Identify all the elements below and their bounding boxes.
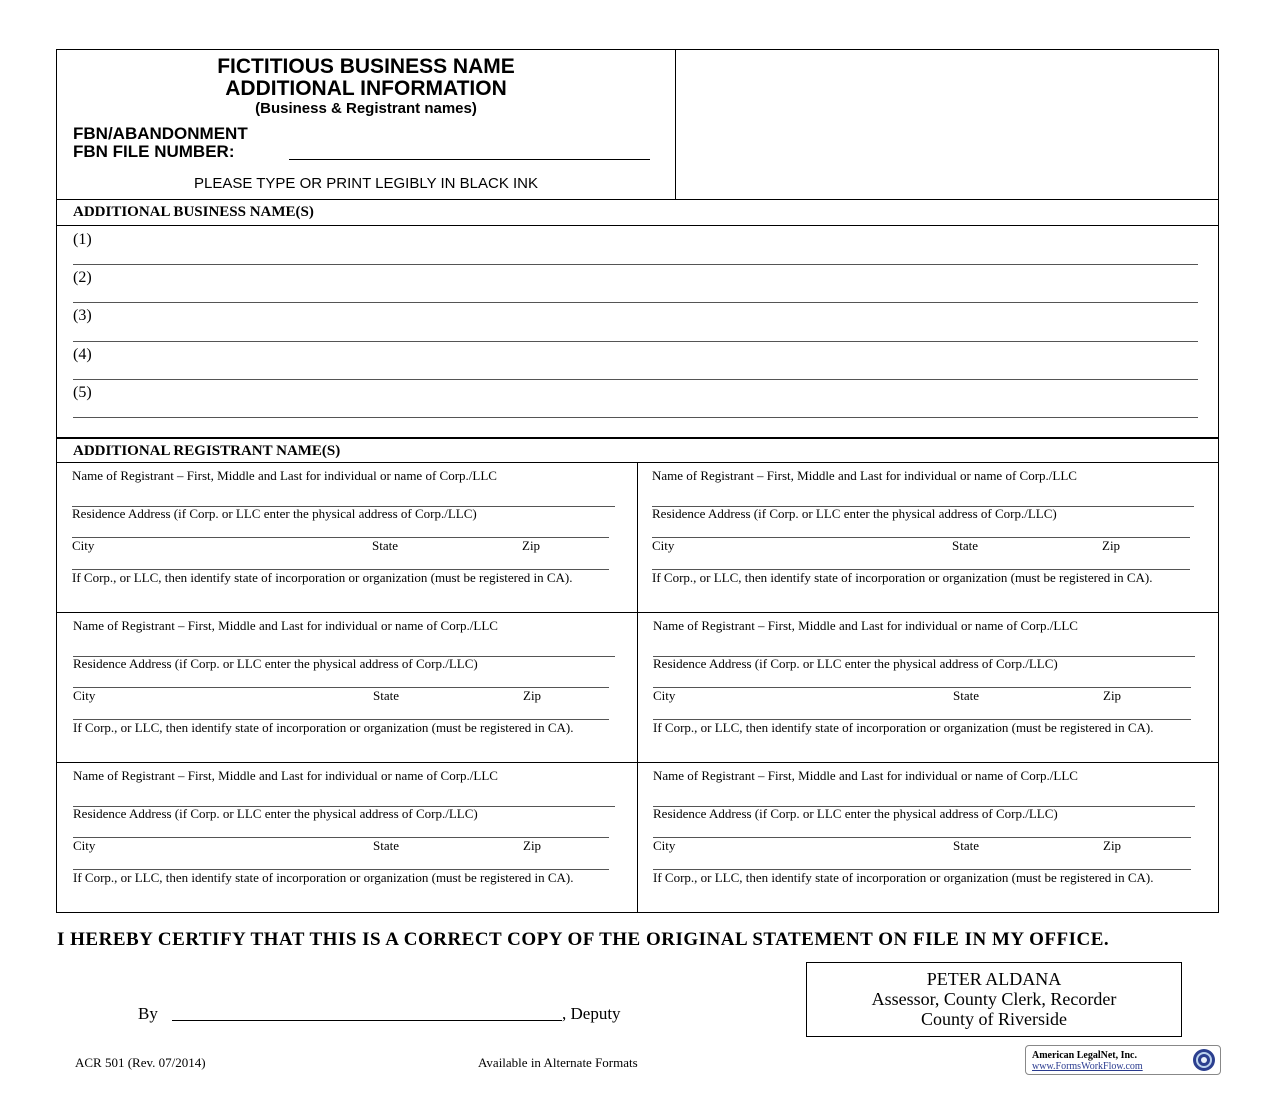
assessor-title: Assessor, County Clerk, Recorder (871, 989, 1117, 1009)
registrant-cell (637, 612, 1219, 763)
form-title-line1: FICTITIOUS BUSINESS NAME (217, 55, 515, 78)
registrant-name-label: Name of Registrant – First, Middle and Last for individual or name of Corp./LLC (652, 468, 1077, 483)
registrant-name-label: Name of Registrant – First, Middle and Last for individual or name of Corp./LLC (73, 768, 498, 783)
form-header-left (57, 50, 676, 199)
state-label: State (953, 838, 979, 853)
registrant-name-label: Name of Registrant – First, Middle and Last for individual or name of Corp./LLC (72, 468, 497, 483)
globe-icon (1192, 1048, 1216, 1072)
zip-label: Zip (522, 538, 541, 553)
business-names-section (56, 200, 1219, 438)
city-label: City (72, 538, 95, 553)
registrant-name-label: Name of Registrant – First, Middle and Last for individual or name of Corp./LLC (73, 618, 498, 633)
state-label: State (953, 688, 979, 703)
vendor-name: American LegalNet, Inc. (1032, 1050, 1137, 1061)
certification-statement: I HEREBY CERTIFY THAT THIS IS A CORRECT COPY OF THE ORIGINAL STATEMENT ON FILE IN MY OFFICE. (57, 929, 1110, 950)
zip-label: Zip (523, 688, 542, 703)
registrant-names-heading-box (56, 438, 1219, 463)
city-label: City (652, 538, 675, 553)
residence-address-label: Residence Address (if Corp. or LLC enter the physical address of Corp./LLC) (653, 656, 1058, 671)
filing-stamp-area (676, 50, 1218, 199)
form-header (56, 49, 1219, 200)
business-name-number: (1) (73, 231, 92, 248)
business-name-field-3[interactable] (73, 341, 1198, 342)
residence-address-label: Residence Address (if Corp. or LLC enter the physical address of Corp./LLC) (72, 506, 477, 521)
business-name-number: (5) (73, 384, 92, 401)
by-label: By (138, 1004, 158, 1023)
incorporation-label: If Corp., or LLC, then identify state of incorporation or organization (must be registered in CA). (73, 720, 574, 735)
incorporation-label: If Corp., or LLC, then identify state of incorporation or organization (must be registered in CA). (73, 870, 574, 885)
zip-label: Zip (1103, 838, 1122, 853)
state-label: State (952, 538, 978, 553)
registrant-names-heading: ADDITIONAL REGISTRANT NAME(S) (73, 443, 341, 459)
residence-address-label: Residence Address (if Corp. or LLC enter the physical address of Corp./LLC) (73, 656, 478, 671)
incorporation-label: If Corp., or LLC, then identify state of incorporation or organization (must be registered in CA). (653, 720, 1154, 735)
vendor-link[interactable]: www.FormsWorkFlow.com (1032, 1061, 1143, 1072)
business-name-field-4[interactable] (73, 379, 1198, 380)
city-label: City (73, 688, 96, 703)
registrant-cell (637, 762, 1219, 913)
registrant-name-label: Name of Registrant – First, Middle and Last for individual or name of Corp./LLC (653, 768, 1078, 783)
deputy-signature-field[interactable] (172, 1020, 562, 1021)
zip-label: Zip (1102, 538, 1121, 553)
incorporation-label: If Corp., or LLC, then identify state of incorporation or organization (must be registered in CA). (652, 570, 1153, 585)
residence-address-label: Residence Address (if Corp. or LLC enter the physical address of Corp./LLC) (652, 506, 1057, 521)
vendor-badge (1025, 1045, 1221, 1075)
city-label: City (653, 688, 676, 703)
instruction-text: PLEASE TYPE OR PRINT LEGIBLY IN BLACK INK (193, 175, 539, 192)
registrant-cell (56, 462, 638, 613)
registrant-cell (56, 612, 638, 763)
business-names-heading: ADDITIONAL BUSINESS NAME(S) (73, 204, 314, 220)
residence-address-label: Residence Address (if Corp. or LLC enter the physical address of Corp./LLC) (73, 806, 478, 821)
business-name-field-5[interactable] (73, 417, 1198, 418)
registrant-cell (637, 462, 1219, 613)
alternate-formats-note: Available in Alternate Formats (478, 1055, 638, 1070)
state-label: State (373, 838, 399, 853)
city-label: City (653, 838, 676, 853)
deputy-label: , Deputy (562, 1004, 621, 1023)
state-label: State (372, 538, 398, 553)
section-divider (57, 225, 1218, 226)
business-name-field-2[interactable] (73, 302, 1198, 303)
registrant-name-label: Name of Registrant – First, Middle and Last for individual or name of Corp./LLC (653, 618, 1078, 633)
zip-label: Zip (523, 838, 542, 853)
fbn-file-number-field[interactable] (289, 159, 650, 160)
business-name-number: (4) (73, 346, 92, 363)
business-name-field-1[interactable] (73, 264, 1198, 265)
form-title-line2: ADDITIONAL INFORMATION (225, 77, 507, 100)
form-number: ACR 501 (Rev. 07/2014) (75, 1055, 206, 1070)
business-name-number: (3) (73, 307, 92, 324)
business-name-number: (2) (73, 269, 92, 286)
assessor-name: PETER ALDANA (926, 969, 1062, 989)
fbn-abandonment-label: FBN/ABANDONMENT (73, 124, 248, 143)
residence-address-label: Residence Address (if Corp. or LLC enter the physical address of Corp./LLC) (653, 806, 1058, 821)
registrant-cell (56, 762, 638, 913)
form-subtitle: (Business & Registrant names) (255, 100, 477, 117)
incorporation-label: If Corp., or LLC, then identify state of incorporation or organization (must be registered in CA). (72, 570, 573, 585)
fbn-file-number-label: FBN FILE NUMBER: (73, 142, 235, 161)
city-label: City (73, 838, 96, 853)
zip-label: Zip (1103, 688, 1122, 703)
assessor-county: County of Riverside (921, 1009, 1067, 1029)
assessor-box (806, 962, 1182, 1037)
state-label: State (373, 688, 399, 703)
incorporation-label: If Corp., or LLC, then identify state of incorporation or organization (must be registered in CA). (653, 870, 1154, 885)
